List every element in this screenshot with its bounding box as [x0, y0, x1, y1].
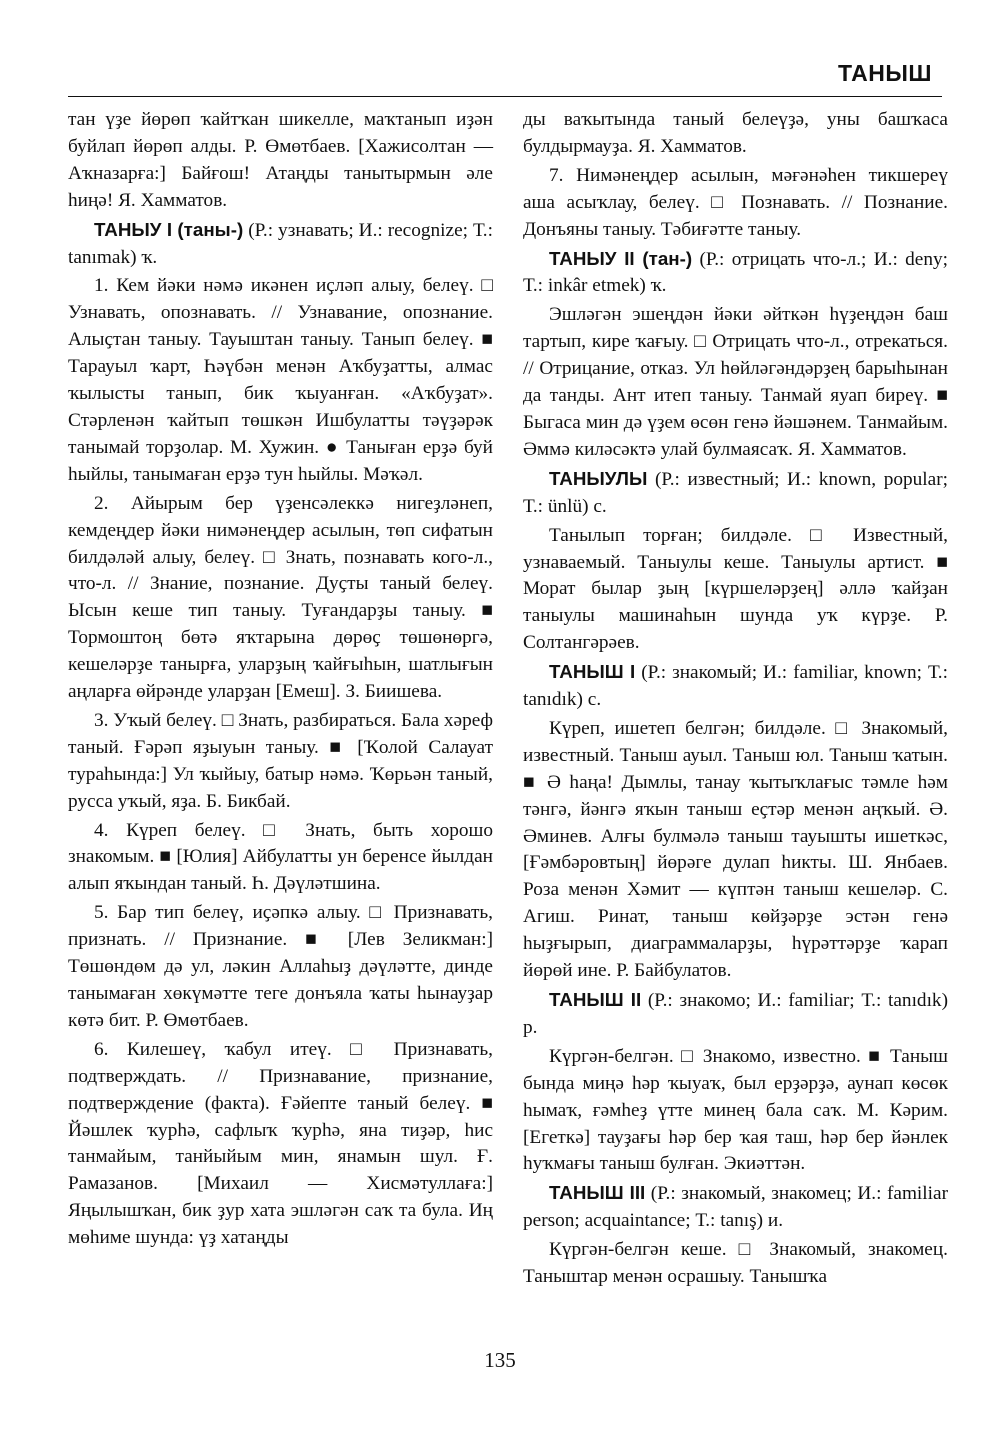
sense-paragraph [68, 1037, 493, 1252]
entry-text: 3. Уҡый белеү. □ Знать, разбираться. Бала хәреф таный. Ғәрәп яҙыуын таныу. ■ [Ҡолой Салауат тураһында:] Ул ҡыйыу, батыр нәмә. Ҡөрьән таный, русса уҡый, яҙа. Б. Бикбай. [68, 709, 493, 812]
header-rule [68, 96, 942, 97]
sense-paragraph [68, 900, 493, 1035]
entry-text: Танылып торған; билдәле. □ Известный, узнаваемый. Таныулы кеше. Таныулы артист. ■ Морат былар ҙың [күршеләрҙең] әллә ҡайҙан таныулы машинаһын шунда уҡ күрҙе. Р. Солтангәрәев. [523, 524, 948, 654]
entry-text: Эшләгән эшеңдән йәки әйткән һүҙеңдән баш тартып, кире ҡағыу. □ Отрицать что-л., отрекаться. // Отрицание, отказ. Ул һөйләгәндәрҙең барыһынан да танды. Ант итеп таныу. Танмай яуап биреү. ■ Быгаса мин дә үҙем өсөн генә йәшәнем. Танмайым. Әммә киләсәктә улай булмаясаҡ. Я. Хамматов. [523, 304, 948, 460]
entry-headword: ТАНЫУЛЫ [549, 467, 648, 489]
entry-text: 1. Кем йәки нәмә икәнен иҫләп алыу, белеү. □ Узнавать, опознавать. // Узнавание, опознание. Алыҫтан таныу. Тауыштан таныу. Танып белеү. ■ Тарауыл ҡарт, Һәүбән менән Аҡбуҙатты, алмас ҡылысты танып, бик ҡыуанған. «Аҡбуҙат». Стәрленән ҡайтып төшкән Ишбулатты тәүҙәрәк танымай торҙолар. М. Хужин. ● Таныған ерҙә буй һыйлы, танымаған ерҙә тун һыйлы. Мәҡәл. [68, 275, 493, 485]
entry-headword: ТАНЫУ II (тан-) [549, 247, 693, 269]
entry-text: ды ваҡытында таный белеүҙә, уны башҡаса булдырмауҙа. Я. Хамматов. [523, 109, 948, 157]
sense-paragraph [523, 163, 948, 244]
entry-text: тан үҙе йөрөп ҡайтҡан шикелле, маҡтанып иҙән буйлап йөрөп алды. Р. Өмөтбаев. [Хажисолтан — Аҡназарға:] Байғош! Атаңды танытырмын әле һиңә! Я. Хамматов. [68, 109, 493, 211]
sense-paragraph [523, 1237, 948, 1291]
right-column [523, 107, 948, 1291]
sense-paragraph [523, 716, 948, 985]
entry-text: Күргән-белгән. □ Знакомо, известно. ■ Таныш бында миңә һәр ҡыуаҡ, был ерҙәрҙә, аунап көсөк һымаҡ, ғәмһеҙ үтте минең бала саҡ. М. Кәрим. [Егеткә] тауҙағы һәр бер ҡая таш, һәр бер йәнлек һуҡмағы таныш булған. Экиәттән. [523, 1045, 948, 1175]
entry-headword: ТАНЫШ II [549, 989, 642, 1010]
entry-text: (Р.: знакомый; И.: familiar, known; Т.: tanıdık) с. [523, 662, 948, 711]
dictionary-entry [523, 246, 948, 301]
sense-paragraph [523, 523, 948, 658]
left-column [68, 107, 493, 1252]
entry-headword: ТАНЫШ III [549, 1182, 646, 1204]
entry-headword: ТАНЫШ I [549, 661, 636, 683]
dictionary-entry [523, 1180, 948, 1235]
sense-paragraph [68, 273, 493, 488]
entry-text: Күргән-белгән кеше. □ Знакомый, знакомец. Таныштар менән осрашыу. Танышҡа [523, 1239, 948, 1288]
entry-text: 2. Айырым бер үҙенсәлеккә нигеҙләнеп, кемдеңдер йәки нимәнеңдер асылын, төп сифатын билдәләй алыу, белеү. □ Знать, познавать кого-л., что-л. // Знание, познание. Дуҫты таный белеү. Ысын кеше тип таныу. Туғандарҙы таныу. ■ Тормоштоң бөтә яҡтарына дөрөҫ төшөнөргә, кешеләрҙе танырға, уларҙың ҡайғыһын, шатлығын аңларға өйрәнде уларҙан [Емеш]. З. Биишева. [68, 492, 493, 703]
sense-paragraph [523, 302, 948, 463]
entry-text: (Р.: отрицать что-л.; И.: deny; Т.: inkâr etmek) ҡ. [523, 248, 949, 297]
running-head: ТАНЫШ [838, 60, 932, 86]
entry-text: 5. Бар тип белеү, иҫәпкә алыу. □ Признавать, признать. // Признание. ■ [Лев Зеликман:] Төшөндөм дә ул, ләкин Аллаһыҙ дәүләтте, динде танымаған хөкүмәтте теге донъяла ҡаты һынауҙар көтә бит. Р. Өмөтбаев. [68, 902, 493, 1031]
entry-text: 6. Килешеү, ҡабул итеү. □ Признавать, подтверждать. // Признавание, признание, подтверждение (факта). Ғәйепте таный белеү. ■ Йәшлек ҡурһә, сафлыҡ ҡурһә, яна тиҙәр, һис танмайым, танйыйым мин, янамын шул. Ғ. Рамазанов. [Михаил — Хисмәтуллаға:] Яңылышҡан, бик ҙур хата эшләгән саҡ та була. Иң мөһиме шунда: үҙ хатаңды [68, 1038, 493, 1249]
entry-text: (Р.: узнавать; И.: recognize; Т.: tanımak) ҡ. [68, 219, 493, 268]
sense-paragraph [68, 708, 493, 816]
sense-paragraph [68, 491, 493, 706]
entry-text: (Р.: знакомый, знакомец; И.: familiar person; acquaintance; Т.: tanış) и. [523, 1183, 948, 1232]
entry-text: (Р.: знакомо; И.: familiar; Т.: tanıdık) р. [523, 990, 948, 1038]
entry-text: 7. Нимәнеңдер асылын, мәғәнәһен тикшереү аша асыҡлау, белеү. □ Познавать. // Познание. Донъяны таныу. Тәбиғәтте таныу. [523, 164, 948, 240]
dictionary-entry [523, 466, 948, 521]
sense-paragraph [68, 818, 493, 899]
entry-headword: ТАНЫУ I (таны-) [94, 218, 244, 240]
sense-paragraph [523, 1044, 948, 1179]
dictionary-entry [68, 217, 493, 272]
entry-text: Күреп, ишетеп белгән; билдәле. □ Знакомый, известный. Таныш ауыл. Таныш юл. Таныш ҡатын. ■ Ә һаңа! Дымлы, танау ҡытыҡлағыс тәмле һәм тәнгә, йәнгә яҡын таныш еҫтәр менән аңҡый. Ә. Әминев. Алғы булмәлә таныш тауышты ишеткәс, [Ғәмбәровтың] йөрәге дулап һикты. Ш. Янбаев. Роза менән Хәмит — күптән таныш кешеләр. С. Агиш. Ринат, таныш көйҙәрҙе эстән генә һыҙғырып, диаграммаларҙы, һүрәттәрҙе ҡарап йөрөй ине. Р. Байбулатов. [523, 717, 948, 982]
entry-text: (Р.: известный; И.: known, popular; Т.: ünlü) с. [523, 468, 948, 517]
dictionary-entry [523, 659, 948, 714]
continued-text [523, 107, 948, 161]
continued-text [68, 107, 493, 215]
dictionary-entry [523, 987, 948, 1042]
entry-text: 4. Күреп белеү. □ Знать, быть хорошо знакомым. ■ [Юлия] Айбулатты ун беренсе йылдан алып яҡындан таный. Һ. Дәүләтшина. [68, 819, 493, 895]
page-number: 135 [484, 1348, 516, 1372]
